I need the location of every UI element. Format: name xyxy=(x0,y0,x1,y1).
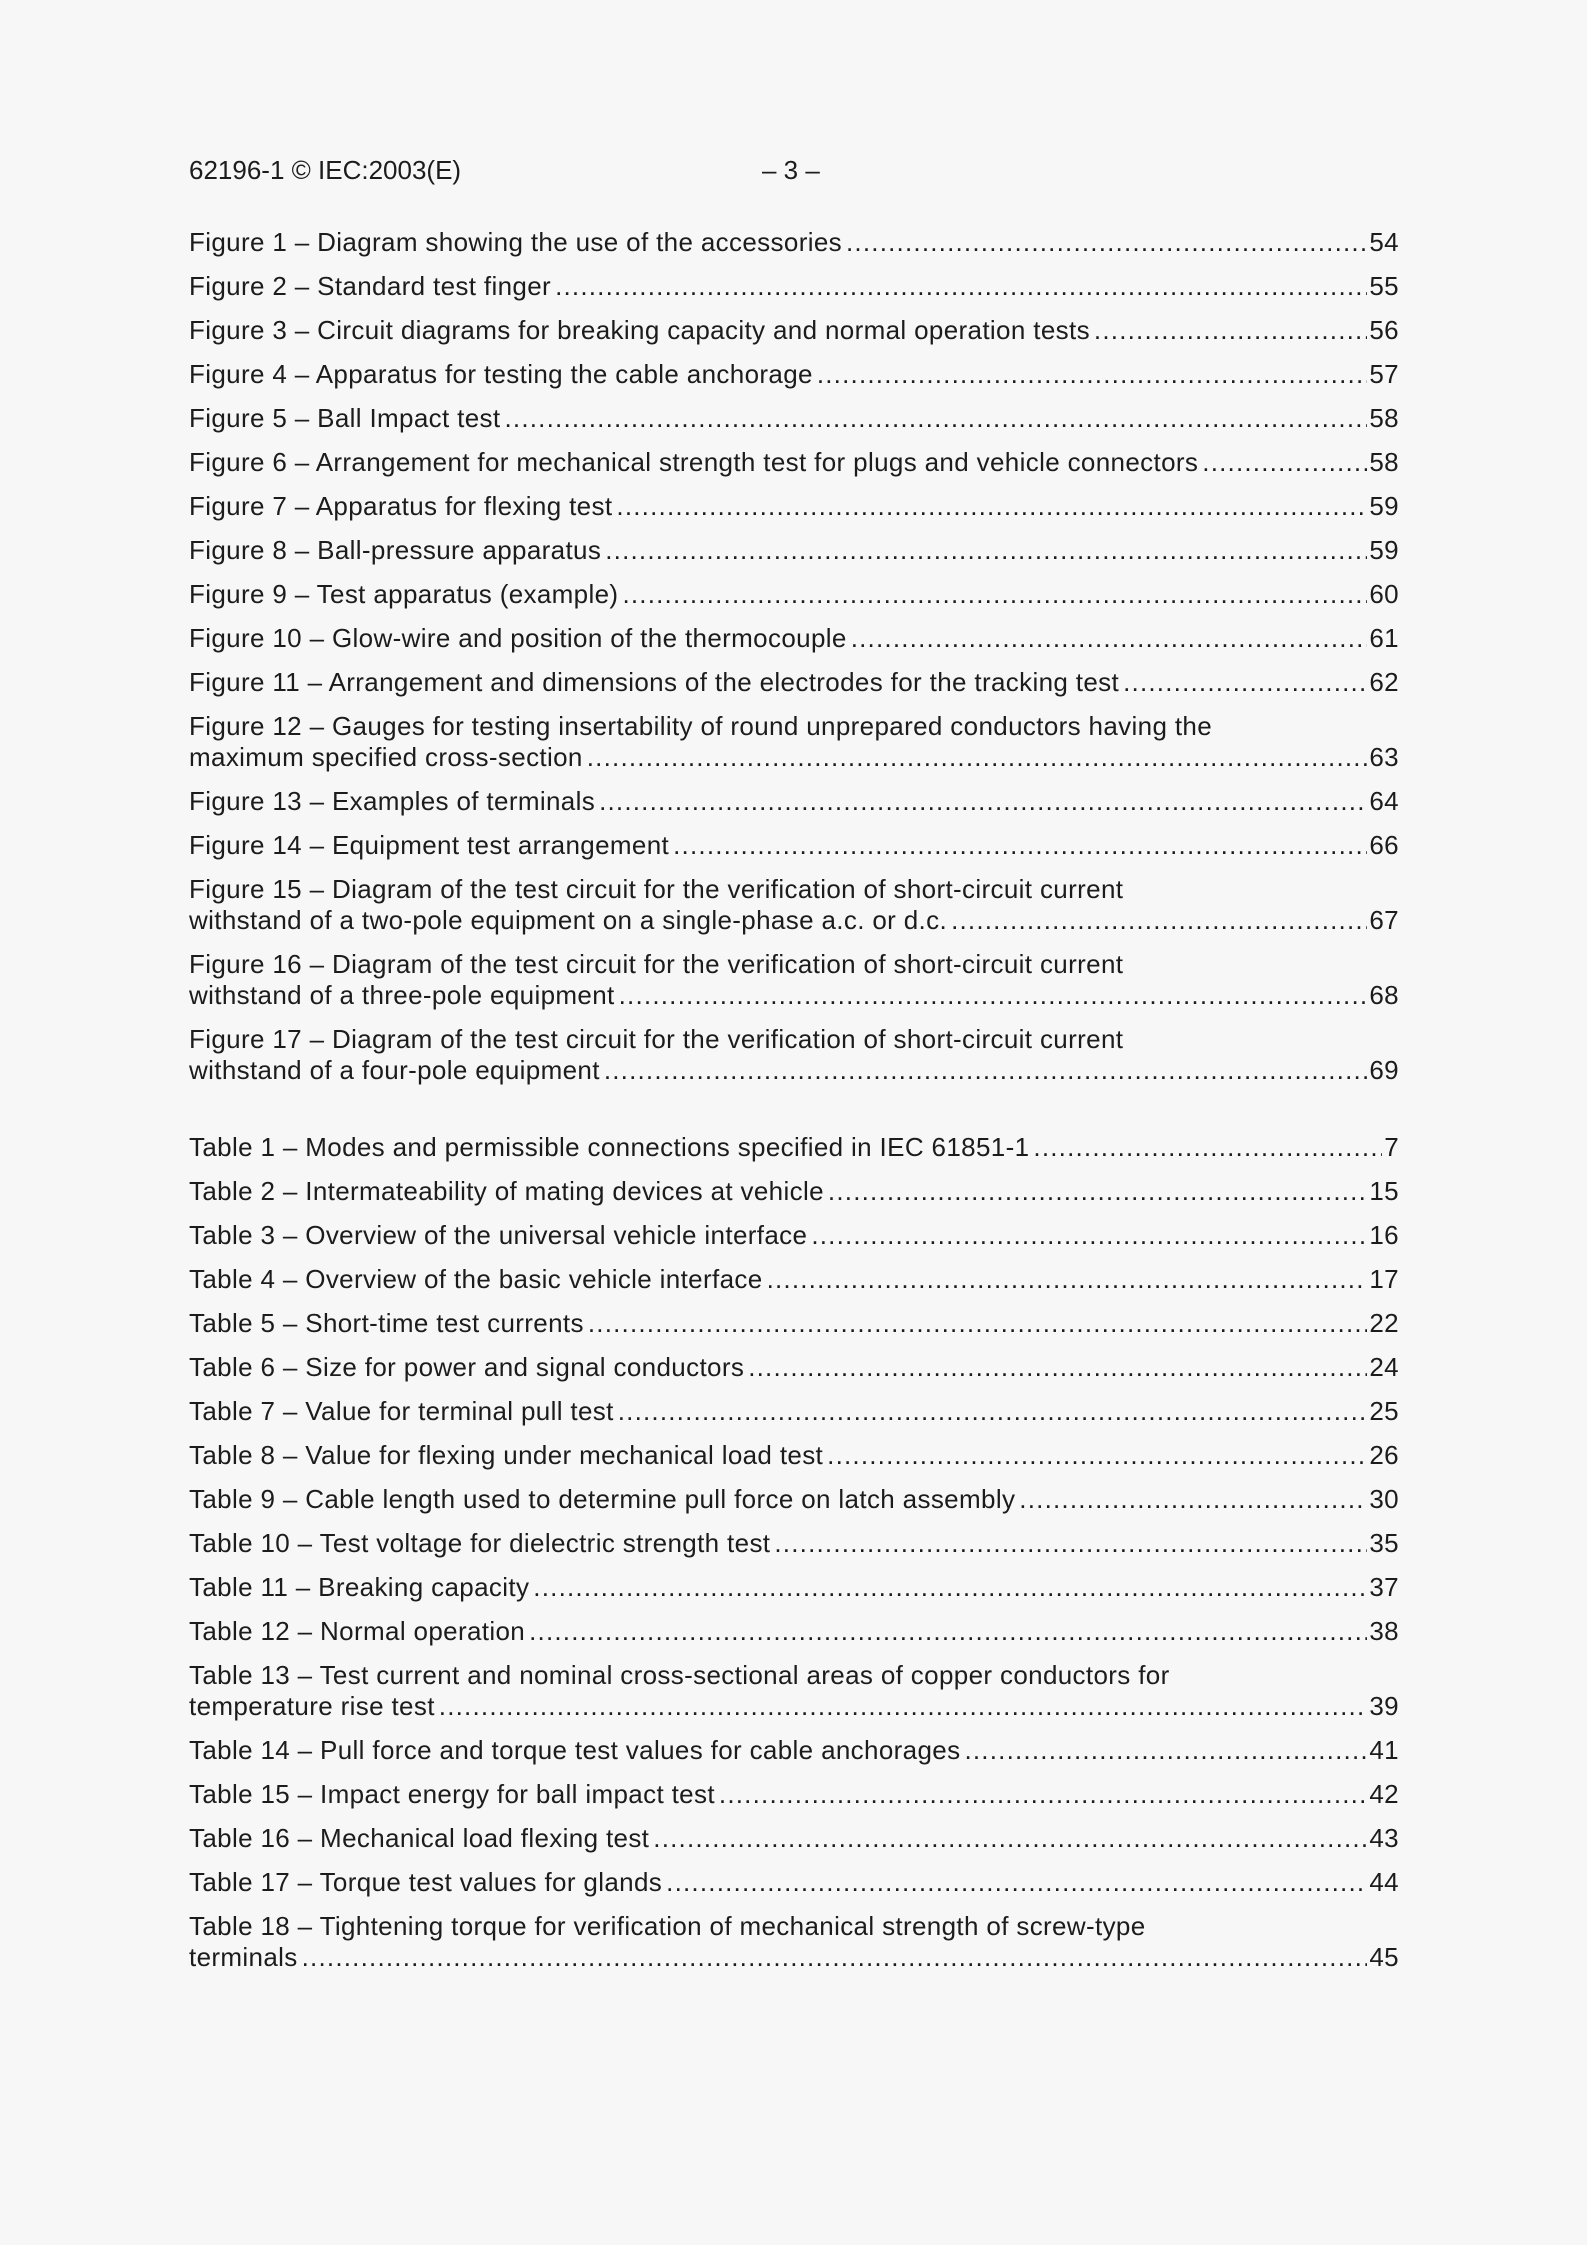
table-entry[interactable] xyxy=(189,1779,1399,1810)
table-title: temperature rise test xyxy=(189,1691,435,1721)
table-title: Table 12 – Normal operation xyxy=(189,1616,526,1646)
figure-page-number: 55 xyxy=(1369,271,1399,301)
figure-title: Figure 14 – Equipment test arrangement xyxy=(189,830,670,860)
table-title: Table 6 – Size for power and signal conductors xyxy=(189,1352,745,1382)
figure-entry[interactable] xyxy=(189,227,1399,258)
figure-entry[interactable] xyxy=(189,711,1399,773)
dot-leader xyxy=(653,1823,1367,1854)
table-page-number: 41 xyxy=(1369,1735,1399,1765)
table-entry[interactable] xyxy=(189,1396,1399,1427)
dot-leader xyxy=(1033,1132,1382,1163)
list-of-figures xyxy=(189,227,1399,1099)
table-entry[interactable] xyxy=(189,1823,1399,1854)
table-page-number: 22 xyxy=(1369,1308,1399,1338)
table-page-number: 39 xyxy=(1369,1691,1399,1721)
table-title: Table 16 – Mechanical load flexing test xyxy=(189,1823,650,1853)
table-title: Table 10 – Test voltage for dielectric strength test xyxy=(189,1528,771,1558)
figure-page-number: 63 xyxy=(1369,742,1399,772)
figure-entry[interactable] xyxy=(189,535,1399,566)
figure-entry[interactable] xyxy=(189,447,1399,478)
list-of-tables xyxy=(189,1132,1399,1986)
table-title: Table 1 – Modes and permissible connections specified in IEC 61851-1 xyxy=(189,1132,1030,1162)
table-entry[interactable] xyxy=(189,1735,1399,1766)
figure-page-number: 69 xyxy=(1369,1055,1399,1085)
table-page-number: 38 xyxy=(1369,1616,1399,1646)
figure-page-number: 56 xyxy=(1369,315,1399,345)
dot-leader xyxy=(302,1942,1368,1973)
figure-page-number: 68 xyxy=(1369,980,1399,1010)
dot-leader xyxy=(619,980,1368,1011)
table-page-number: 26 xyxy=(1369,1440,1399,1470)
figure-title: maximum specified cross-section xyxy=(189,742,583,772)
table-entry[interactable] xyxy=(189,1616,1399,1647)
figure-entry[interactable] xyxy=(189,623,1399,654)
table-title-line1: Table 13 – Test current and nominal cross-sectional areas of copper conductors for xyxy=(189,1660,1170,1690)
figure-title: Figure 10 – Glow-wire and position of the thermocouple xyxy=(189,623,847,653)
table-entry[interactable] xyxy=(189,1911,1399,1973)
figure-title: Figure 2 – Standard test finger xyxy=(189,271,552,301)
figure-page-number: 54 xyxy=(1369,227,1399,257)
dot-leader xyxy=(748,1352,1367,1383)
table-entry[interactable] xyxy=(189,1572,1399,1603)
dot-leader xyxy=(951,905,1367,936)
figure-title-line1: Figure 15 – Diagram of the test circuit for the verification of short-circuit current xyxy=(189,874,1124,904)
table-entry[interactable] xyxy=(189,1264,1399,1295)
dot-leader xyxy=(774,1528,1367,1559)
dot-leader xyxy=(622,579,1367,610)
figure-title: Figure 5 – Ball Impact test xyxy=(189,403,501,433)
figure-title: Figure 9 – Test apparatus (example) xyxy=(189,579,619,609)
figure-page-number: 57 xyxy=(1369,359,1399,389)
figure-entry[interactable] xyxy=(189,949,1399,1011)
table-title: Table 11 – Breaking capacity xyxy=(189,1572,530,1602)
table-page-number: 35 xyxy=(1369,1528,1399,1558)
table-title-line1: Table 18 – Tightening torque for verification of mechanical strength of screw-type xyxy=(189,1911,1146,1941)
dot-leader xyxy=(817,359,1368,390)
dot-leader xyxy=(767,1264,1368,1295)
figure-entry[interactable] xyxy=(189,830,1399,861)
figure-page-number: 62 xyxy=(1369,667,1399,697)
table-title: Table 15 – Impact energy for ball impact test xyxy=(189,1779,715,1809)
figure-title-line1: Figure 16 – Diagram of the test circuit for the verification of short-circuit current xyxy=(189,949,1124,979)
figure-entry[interactable] xyxy=(189,359,1399,390)
figure-entry[interactable] xyxy=(189,667,1399,698)
dot-leader xyxy=(719,1779,1367,1810)
figure-title: withstand of a two-pole equipment on a single-phase a.c. or d.c. xyxy=(189,905,948,935)
dot-leader xyxy=(666,1867,1367,1898)
figure-entry[interactable] xyxy=(189,1024,1399,1086)
table-page-number: 43 xyxy=(1369,1823,1399,1853)
table-entry[interactable] xyxy=(189,1308,1399,1339)
table-title: Table 2 – Intermateability of mating devices at vehicle xyxy=(189,1176,824,1206)
figure-page-number: 67 xyxy=(1369,905,1399,935)
figure-page-number: 59 xyxy=(1369,491,1399,521)
figure-page-number: 58 xyxy=(1369,447,1399,477)
dot-leader xyxy=(964,1735,1367,1766)
table-title: Table 17 – Torque test values for glands xyxy=(189,1867,663,1897)
figure-title: withstand of a four-pole equipment xyxy=(189,1055,600,1085)
figure-entry[interactable] xyxy=(189,874,1399,936)
figure-title: Figure 1 – Diagram showing the use of the accessories xyxy=(189,227,842,257)
table-title: Table 9 – Cable length used to determine pull force on latch assembly xyxy=(189,1484,1016,1514)
figure-title: Figure 8 – Ball-pressure apparatus xyxy=(189,535,602,565)
table-entry[interactable] xyxy=(189,1660,1399,1722)
dot-leader xyxy=(587,742,1368,773)
dot-leader xyxy=(618,1396,1368,1427)
table-page-number: 37 xyxy=(1369,1572,1399,1602)
dot-leader xyxy=(588,1308,1368,1339)
table-page-number: 30 xyxy=(1369,1484,1399,1514)
figure-entry[interactable] xyxy=(189,786,1399,817)
dot-leader xyxy=(439,1691,1368,1722)
table-entry[interactable] xyxy=(189,1352,1399,1383)
dot-leader xyxy=(604,1055,1368,1086)
table-page-number: 15 xyxy=(1369,1176,1399,1206)
figure-entry[interactable] xyxy=(189,403,1399,434)
table-entry[interactable] xyxy=(189,1484,1399,1515)
table-page-number: 17 xyxy=(1369,1264,1399,1294)
dot-leader xyxy=(827,1440,1367,1471)
figure-entry[interactable] xyxy=(189,315,1399,346)
table-entry[interactable] xyxy=(189,1132,1399,1163)
table-title: Table 3 – Overview of the universal vehicle interface xyxy=(189,1220,808,1250)
table-title: Table 4 – Overview of the basic vehicle interface xyxy=(189,1264,763,1294)
table-entry[interactable] xyxy=(189,1176,1399,1207)
figure-title: Figure 13 – Examples of terminals xyxy=(189,786,596,816)
figure-page-number: 61 xyxy=(1369,623,1399,653)
table-page-number: 7 xyxy=(1384,1132,1399,1162)
table-entry[interactable] xyxy=(189,1867,1399,1898)
dot-leader xyxy=(673,830,1367,861)
table-page-number: 42 xyxy=(1369,1779,1399,1809)
document-id: 62196-1 © IEC:2003(E) xyxy=(189,155,462,185)
table-title: Table 5 – Short-time test currents xyxy=(189,1308,584,1338)
figure-title-line1: Figure 17 – Diagram of the test circuit for the verification of short-circuit current xyxy=(189,1024,1124,1054)
figure-title: Figure 7 – Apparatus for flexing test xyxy=(189,491,613,521)
dot-leader xyxy=(504,403,1367,434)
figure-page-number: 59 xyxy=(1369,535,1399,565)
dot-leader xyxy=(1202,447,1367,478)
table-page-number: 45 xyxy=(1369,1942,1399,1972)
document-page xyxy=(189,0,1399,2245)
table-entry[interactable] xyxy=(189,1440,1399,1471)
figure-page-number: 60 xyxy=(1369,579,1399,609)
dot-leader xyxy=(828,1176,1367,1207)
table-page-number: 25 xyxy=(1369,1396,1399,1426)
table-page-number: 16 xyxy=(1369,1220,1399,1250)
dot-leader xyxy=(599,786,1367,817)
figure-title: withstand of a three-pole equipment xyxy=(189,980,615,1010)
figure-title: Figure 6 – Arrangement for mechanical strength test for plugs and vehicle connectors xyxy=(189,447,1199,477)
figure-page-number: 58 xyxy=(1369,403,1399,433)
dot-leader xyxy=(1094,315,1367,346)
table-page-number: 24 xyxy=(1369,1352,1399,1382)
table-title: Table 8 – Value for flexing under mechanical load test xyxy=(189,1440,824,1470)
dot-leader xyxy=(1123,667,1367,698)
figure-title: Figure 3 – Circuit diagrams for breaking capacity and normal operation tests xyxy=(189,315,1090,345)
dot-leader xyxy=(851,623,1368,654)
dot-leader xyxy=(605,535,1367,566)
figure-entry[interactable] xyxy=(189,491,1399,522)
figure-title-line1: Figure 12 – Gauges for testing insertability of round unprepared conductors having the xyxy=(189,711,1213,741)
table-entry[interactable] xyxy=(189,1220,1399,1251)
dot-leader xyxy=(616,491,1367,522)
table-page-number: 44 xyxy=(1369,1867,1399,1897)
figure-entry[interactable] xyxy=(189,579,1399,610)
dot-leader xyxy=(1019,1484,1367,1515)
figure-page-number: 66 xyxy=(1369,830,1399,860)
dot-leader xyxy=(846,227,1367,258)
page-number: – 3 – xyxy=(762,155,820,185)
dot-leader xyxy=(811,1220,1367,1251)
dot-leader xyxy=(529,1616,1367,1647)
table-entry[interactable] xyxy=(189,1528,1399,1559)
figure-page-number: 64 xyxy=(1369,786,1399,816)
dot-leader xyxy=(555,271,1367,302)
table-title: terminals xyxy=(189,1942,298,1972)
figure-title: Figure 11 – Arrangement and dimensions of the electrodes for the tracking test xyxy=(189,667,1120,697)
table-title: Table 14 – Pull force and torque test values for cable anchorages xyxy=(189,1735,961,1765)
table-title: Table 7 – Value for terminal pull test xyxy=(189,1396,614,1426)
page-header xyxy=(189,152,1399,188)
figure-entry[interactable] xyxy=(189,271,1399,302)
figure-title: Figure 4 – Apparatus for testing the cable anchorage xyxy=(189,359,813,389)
dot-leader xyxy=(533,1572,1367,1603)
